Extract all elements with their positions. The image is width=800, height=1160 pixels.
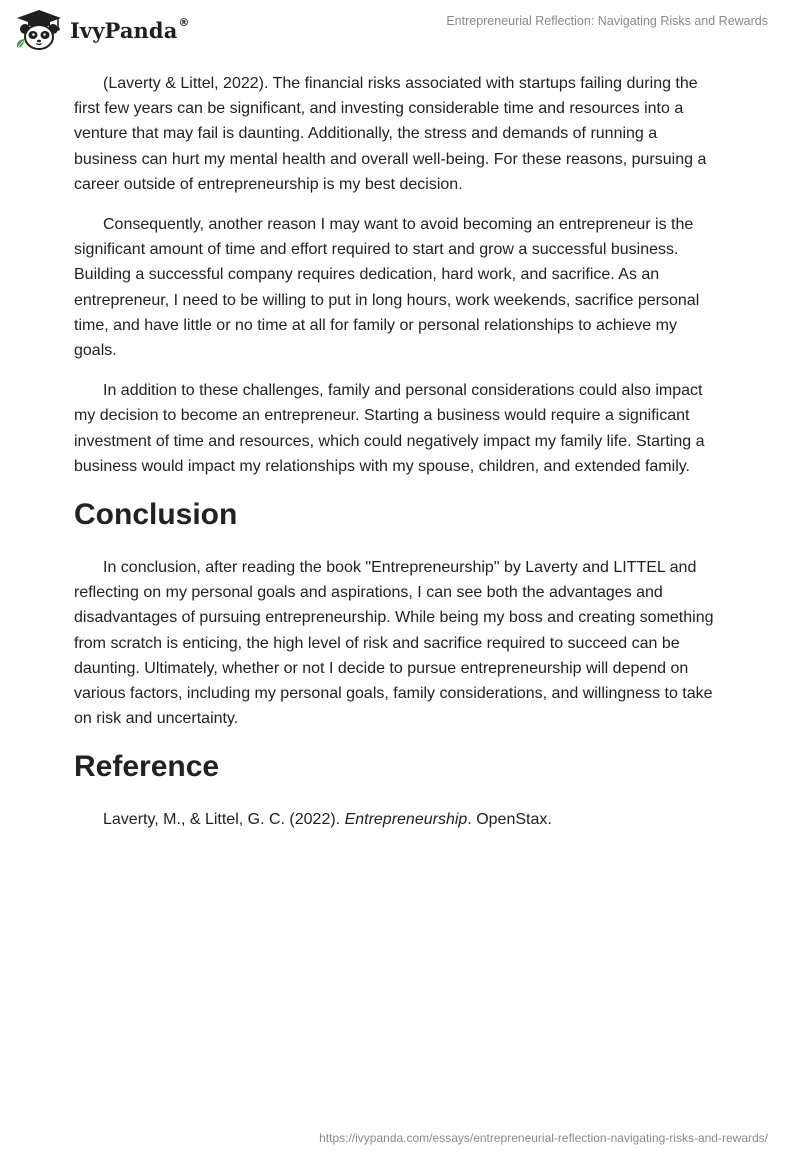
- essay-body: [74, 71, 724, 832]
- registered-mark: ®: [178, 15, 190, 29]
- body-paragraph-3: In addition to these challenges, family and personal considerations could also impact my decision to become an entrepreneur. Starting a business would require a significant investment of time and resources, which could negatively impact my family life. Starting a business would impact my relationships with my spouse, children, and extended family.: [74, 382, 705, 475]
- source-url[interactable]: https://ivypanda.com/essays/entrepreneurial-reflection-navigating-risks-and-rewards/: [319, 1131, 768, 1145]
- reference-book-title: Entrepreneurship: [344, 811, 468, 829]
- reference-authors: Laverty, M., & Littel, G. C. (2022).: [103, 811, 345, 829]
- document-title: Entrepreneurial Reflection: Navigating Risks and Rewards: [446, 14, 768, 28]
- page-header: [0, 0, 800, 60]
- body-paragraph-2: Consequently, another reason I may want to avoid becoming an entrepreneur is the significant amount of time and effort required to start and grow a successful business. Building a successful company requires dedication, hard work, and sacrifice. As an entrepreneur, I need to be willing to put in long hours, work weekends, sacrifice personal time, and have little or no time at all for family or personal relationships to achieve my goals.: [74, 216, 700, 360]
- ivypanda-logo[interactable]: [14, 8, 190, 52]
- brand-name: IvyPanda: [70, 17, 178, 43]
- reference-publisher: . OpenStax.: [467, 811, 552, 829]
- panda-graduate-icon: [14, 8, 64, 52]
- reference-entry: [74, 807, 724, 832]
- conclusion-paragraph: In conclusion, after reading the book "Entrepreneurship" by Laverty and LITTEL and reflecting on my personal goals and aspirations, I can see both the advantages and disadvantages of pursuing entrepreneurship. While being my boss and creating something from scratch is enticing, the high level of risk and sacrifice required to succeed can be daunting. Ultimately, whether or not I decide to pursue entrepreneurship will depend on various factors, including my personal goals, family considerations, and willingness to take on risk and uncertainty.: [74, 559, 714, 728]
- conclusion-heading: Conclusion: [74, 498, 238, 532]
- body-paragraph-1: (Laverty & Littel, 2022). The financial risks associated with startups failing during the first few years can be significant, and investing considerable time and resources into a venture that may fail is daunting. Additionally, the stress and demands of running a business can hurt my mental health and overall well-being. For these reasons, pursuing a career outside of entrepreneurship is my best decision.: [74, 75, 707, 193]
- brand-wordmark: [70, 15, 190, 43]
- reference-heading: Reference: [74, 750, 220, 784]
